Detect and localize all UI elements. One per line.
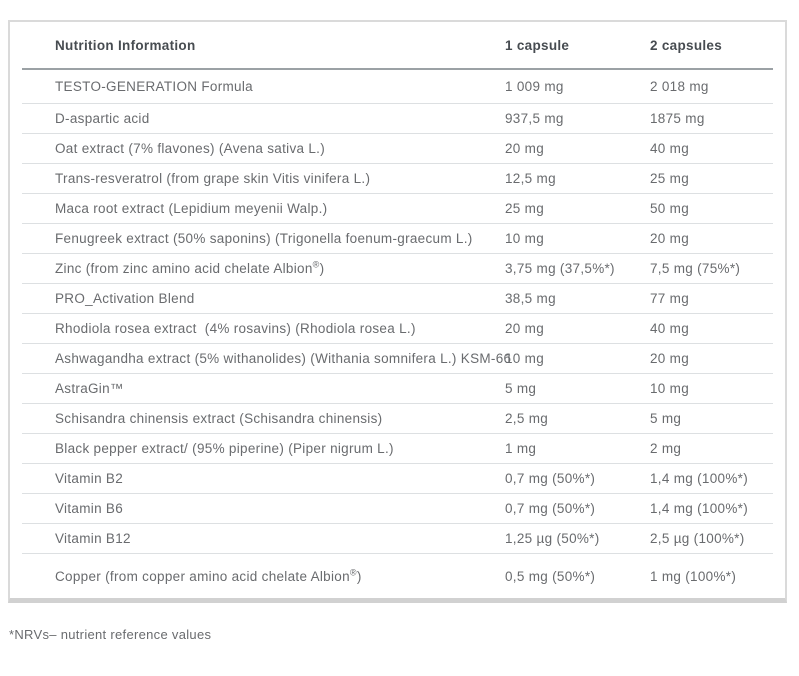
table-row (22, 194, 773, 224)
amount-1-capsule: 20 mg (505, 141, 545, 156)
table-row (22, 104, 773, 134)
amount-2-capsules: 50 mg (650, 201, 690, 216)
amount-1-capsule: 25 mg (505, 201, 545, 216)
table-row (22, 254, 773, 284)
table-row (22, 134, 773, 164)
table-row (22, 344, 773, 374)
ingredient-name: Vitamin B2 (55, 471, 124, 486)
amount-1-capsule: 5 mg (505, 381, 537, 396)
header-1-capsule: 1 capsule (505, 37, 570, 53)
table-row (22, 224, 773, 254)
amount-2-capsules: 20 mg (650, 231, 690, 246)
amount-2-capsules: 25 mg (650, 171, 690, 186)
header-nutrition-information: Nutrition Information (55, 37, 196, 53)
ingredient-name: Fenugreek extract (50% saponins) (Trigonella foenum-graecum L.) (55, 231, 473, 246)
nrv-footnote: *NRVs– nutrient reference values (9, 627, 212, 642)
nutrition-facts-table (8, 20, 787, 603)
ingredient-name: Oat extract (7% flavones) (Avena sativa L.) (55, 141, 326, 156)
amount-1-capsule: 1 009 mg (505, 79, 564, 94)
amount-2-capsules: 10 mg (650, 381, 690, 396)
amount-1-capsule: 3,75 mg (37,5%*) (505, 261, 615, 276)
amount-2-capsules: 7,5 mg (75%*) (650, 261, 741, 276)
table-row (22, 404, 773, 434)
amount-1-capsule: 20 mg (505, 321, 545, 336)
amount-2-capsules: 2 018 mg (650, 79, 709, 94)
amount-2-capsules: 1 mg (100%*) (650, 568, 737, 584)
table-row (22, 284, 773, 314)
table-row (22, 314, 773, 344)
amount-2-capsules: 5 mg (650, 411, 682, 426)
ingredient-name: D-aspartic acid (55, 111, 150, 126)
amount-1-capsule: 12,5 mg (505, 171, 556, 186)
amount-2-capsules: 2,5 µg (100%*) (650, 531, 745, 546)
nutrition-table-body (22, 70, 773, 598)
ingredient-name: TESTO-GENERATION Formula (55, 79, 253, 94)
amount-2-capsules: 40 mg (650, 141, 690, 156)
table-row (22, 70, 773, 104)
ingredient-name: Copper (from copper amino acid chelate Albion®) (55, 567, 362, 584)
amount-2-capsules: 77 mg (650, 291, 690, 306)
header-2-capsules: 2 capsules (650, 37, 723, 53)
ingredient-name: Vitamin B12 (55, 531, 131, 546)
amount-2-capsules: 20 mg (650, 351, 690, 366)
ingredient-name: Trans-resveratrol (from grape skin Vitis vinifera L.) (55, 171, 371, 186)
amount-1-capsule: 0,7 mg (50%*) (505, 471, 596, 486)
table-row (22, 464, 773, 494)
ingredient-name: Vitamin B6 (55, 501, 124, 516)
amount-1-capsule: 10 mg (505, 231, 545, 246)
amount-1-capsule: 1 mg (505, 441, 537, 456)
amount-2-capsules: 1,4 mg (100%*) (650, 501, 748, 516)
amount-2-capsules: 40 mg (650, 321, 690, 336)
amount-2-capsules: 1,4 mg (100%*) (650, 471, 748, 486)
ingredient-name: AstraGin™ (55, 381, 124, 396)
amount-1-capsule: 10 mg (505, 351, 545, 366)
amount-2-capsules: 2 mg (650, 441, 682, 456)
amount-2-capsules: 1875 mg (650, 111, 705, 126)
amount-1-capsule: 0,5 mg (50%*) (505, 568, 596, 584)
table-row (22, 554, 773, 598)
table-row (22, 374, 773, 404)
ingredient-name: Zinc (from zinc amino acid chelate Albion®) (55, 259, 325, 276)
ingredient-name: Maca root extract (Lepidium meyenii Walp.) (55, 201, 328, 216)
ingredient-name: Schisandra chinensis extract (Schisandra chinensis) (55, 411, 383, 426)
amount-1-capsule: 38,5 mg (505, 291, 556, 306)
amount-1-capsule: 937,5 mg (505, 111, 564, 126)
ingredient-name: Black pepper extract/ (95% piperine) (Piper nigrum L.) (55, 441, 394, 456)
table-row (22, 524, 773, 554)
ingredient-name: PRO_Activation Blend (55, 291, 195, 306)
ingredient-name: Ashwagandha extract (5% withanolides) (Withania somnifera L.) KSM-66 (55, 351, 512, 366)
table-row (22, 434, 773, 464)
table-row (22, 164, 773, 194)
table-row (22, 494, 773, 524)
amount-1-capsule: 2,5 mg (505, 411, 549, 426)
table-header-row (22, 22, 773, 70)
amount-1-capsule: 0,7 mg (50%*) (505, 501, 596, 516)
ingredient-name: Rhodiola rosea extract (4% rosavins) (Rhodiola rosea L.) (55, 321, 416, 336)
amount-1-capsule: 1,25 µg (50%*) (505, 531, 600, 546)
